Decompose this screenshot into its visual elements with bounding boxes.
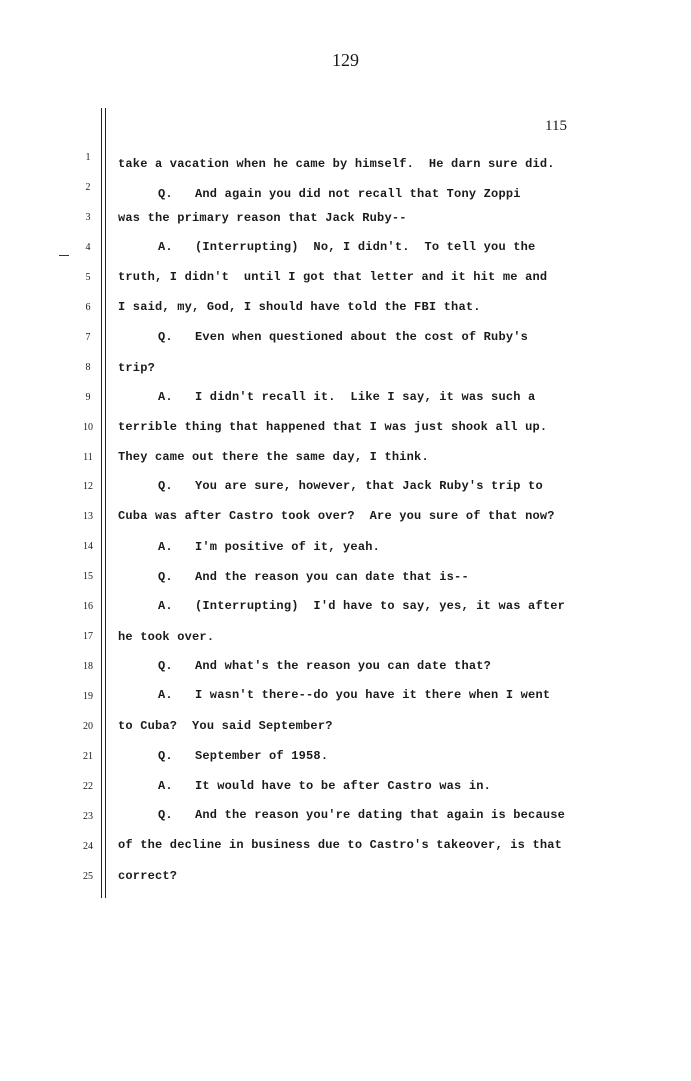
line-number: 6 bbox=[85, 302, 91, 313]
transcript-line: he took over. bbox=[118, 630, 215, 644]
line-number: 7 bbox=[85, 332, 91, 343]
transcript-line: was the primary reason that Jack Ruby-- bbox=[118, 211, 407, 225]
transcript-line: Q. And again you did not recall that Tony Zoppi bbox=[158, 187, 521, 201]
transcript-line: Q. Even when questioned about the cost of Ruby's bbox=[158, 330, 529, 344]
margin-dash-mark bbox=[59, 255, 69, 256]
transcript-line: A. (Interrupting) No, I didn't. To tell you the bbox=[158, 240, 536, 254]
line-number: 4 bbox=[85, 242, 91, 253]
margin-rule-left bbox=[101, 108, 102, 898]
line-number: 25 bbox=[83, 871, 93, 882]
line-number: 5 bbox=[85, 272, 91, 283]
line-number: 19 bbox=[83, 691, 93, 702]
transcript-line: Cuba was after Castro took over? Are you sure of that now? bbox=[118, 509, 555, 523]
transcript-line: Q. You are sure, however, that Jack Ruby's trip to bbox=[158, 479, 543, 493]
transcript-line: A. I didn't recall it. Like I say, it was such a bbox=[158, 390, 536, 404]
transcript-line: Q. And what's the reason you can date that? bbox=[158, 659, 492, 673]
line-number: 15 bbox=[83, 571, 93, 582]
deposition-page-number: 115 bbox=[545, 118, 567, 134]
transcript-line: to Cuba? You said September? bbox=[118, 719, 333, 733]
line-number: 3 bbox=[85, 212, 91, 223]
transcript-line: trip? bbox=[118, 361, 156, 375]
margin-rule-right bbox=[105, 108, 106, 898]
line-number: 24 bbox=[83, 841, 93, 852]
line-number: 8 bbox=[85, 362, 91, 373]
line-number: 10 bbox=[83, 422, 93, 433]
line-number: 18 bbox=[83, 661, 93, 672]
line-number: 22 bbox=[83, 781, 93, 792]
transcript-line: take a vacation when he came by himself. He darn sure did. bbox=[118, 157, 555, 171]
transcript-line: Q. September of 1958. bbox=[158, 749, 329, 763]
line-number: 17 bbox=[83, 631, 93, 642]
transcript-line: A. I'm positive of it, yeah. bbox=[158, 540, 381, 554]
transcript-line: truth, I didn't until I got that letter and it hit me and bbox=[118, 270, 548, 284]
transcript-line: They came out there the same day, I think. bbox=[118, 450, 429, 464]
transcript-line: A. (Interrupting) I'd have to say, yes, it was after bbox=[158, 599, 566, 613]
transcript-line: Q. And the reason you can date that is-- bbox=[158, 570, 469, 584]
line-number: 21 bbox=[83, 751, 93, 762]
transcript-line: A. It would have to be after Castro was in. bbox=[158, 779, 492, 793]
line-number: 11 bbox=[83, 452, 93, 463]
page-number: 129 bbox=[332, 50, 359, 70]
transcript-line: correct? bbox=[118, 869, 178, 883]
line-number: 1 bbox=[85, 152, 91, 163]
line-number: 20 bbox=[83, 721, 93, 732]
transcript-line: A. I wasn't there--do you have it there when I went bbox=[158, 688, 551, 702]
line-number: 9 bbox=[85, 392, 91, 403]
line-number: 14 bbox=[83, 541, 93, 552]
transcript-line: Q. And the reason you're dating that again is because bbox=[158, 808, 566, 822]
line-number: 2 bbox=[85, 182, 91, 193]
transcript-line: I said, my, God, I should have told the FBI that. bbox=[118, 300, 481, 314]
transcript-line: terrible thing that happened that I was just shook all up. bbox=[118, 420, 548, 434]
transcript-line: of the decline in business due to Castro's takeover, is that bbox=[118, 838, 563, 852]
line-number: 23 bbox=[83, 811, 93, 822]
line-number: 12 bbox=[83, 481, 93, 492]
line-number: 16 bbox=[83, 601, 93, 612]
line-number: 13 bbox=[83, 511, 93, 522]
